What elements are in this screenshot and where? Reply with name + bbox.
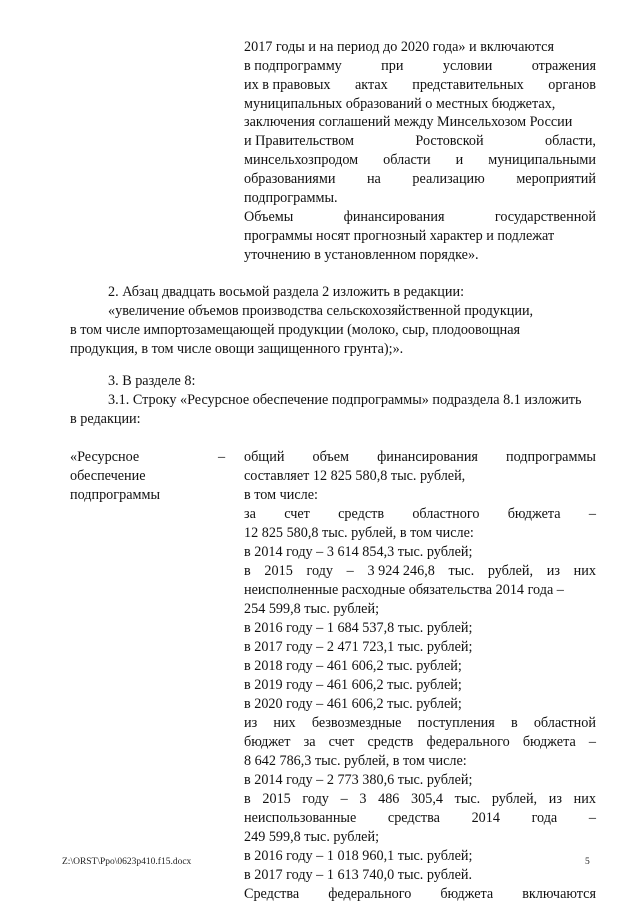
table-value-line: в 2020 году – 461 606,2 тыс. рублей; — [244, 696, 462, 712]
table-value-line: в 2017 году – 2 471 723,1 тыс. рублей; — [244, 639, 473, 655]
table-value-line: в том числе: — [244, 487, 318, 503]
table-value-line: общий объем финансирования подпрограммы — [244, 449, 596, 465]
table-dash: – — [218, 449, 226, 465]
table-value-line: 12 825 580,8 тыс. рублей, в том числе: — [244, 525, 474, 541]
table-value-line: Средства федерального бюджета включаются — [244, 886, 596, 902]
table-value-line: в 2016 году – 1 684 537,8 тыс. рублей; — [244, 620, 473, 636]
table-value-line: в 2017 году – 1 613 740,0 тыс. рублей. — [244, 867, 473, 883]
paragraph-line: «увеличение объемов производства сельскохозяйственной продукции, — [108, 303, 534, 319]
section-heading: 3. В разделе 8: — [108, 373, 196, 389]
paragraph-line: 3.1. Строку «Ресурсное обеспечение подпрограммы» подраздела 8.1 изложить — [108, 392, 582, 408]
table-value-line: в 2015 году – 3 924 246,8 тыс. рублей, из них — [244, 563, 596, 579]
table-value-line: в 2016 году – 1 018 960,1 тыс. рублей; — [244, 848, 473, 864]
table-value-line: в 2014 году – 3 614 854,3 тыс. рублей; — [244, 544, 473, 560]
table-value-line: 8 642 786,3 тыс. рублей, в том числе: — [244, 753, 467, 769]
text-line: муниципальных образований о местных бюджетах, — [244, 96, 556, 112]
table-value-line: бюджет за счет средств федерального бюджета – — [244, 734, 596, 750]
table-label: обеспечение — [70, 468, 146, 484]
table-value-line: 249 599,8 тыс. рублей; — [244, 829, 380, 845]
table-value-line: за счет средств областного бюджета – — [244, 506, 596, 522]
table-value-line: в 2018 году – 461 606,2 тыс. рублей; — [244, 658, 462, 674]
table-label: «Ресурсное — [70, 449, 140, 465]
table-value-line: из них безвозмездные поступления в областной — [244, 715, 596, 731]
section-heading: 2. Абзац двадцать восьмой раздела 2 изложить в редакции: — [108, 284, 465, 300]
text-line: и Правительством Ростовской области, — [244, 133, 596, 149]
table-value-line: 254 599,8 тыс. рублей; — [244, 601, 380, 617]
page-number: 5 — [585, 857, 590, 867]
text-line: Объемы финансирования государственной — [244, 209, 596, 225]
text-line: заключения соглашений между Минсельхозом России — [244, 114, 573, 130]
text-line: 2017 годы и на период до 2020 года» и включаются — [244, 39, 554, 55]
text-line: их в правовых актах представительных органов — [244, 77, 596, 93]
paragraph-line: в том числе импортозамещающей продукции (молоко, сыр, плодоовощная — [70, 322, 521, 338]
text-line: минсельхозпродом области и муниципальными — [244, 152, 596, 168]
footer-file-path: Z:\ORST\Ppo\0623p410.f15.docx — [62, 857, 192, 867]
text-line: программы носят прогнозный характер и подлежат — [244, 228, 555, 244]
paragraph-line: в редакции: — [70, 411, 141, 427]
paragraph-line: продукция, в том числе овощи защищенного грунта);». — [70, 341, 404, 357]
table-value-line: составляет 12 825 580,8 тыс. рублей, — [244, 468, 466, 484]
table-value-line: в 2015 году – 3 486 305,4 тыс. рублей, из них — [244, 791, 596, 807]
table-label: подпрограммы — [70, 487, 160, 503]
table-value-line: неисполненные расходные обязательства 2014 года – — [244, 582, 564, 598]
text-line: подпрограммы. — [244, 190, 338, 206]
text-line: уточнению в установленном порядке». — [244, 247, 479, 263]
text-line: образованиями на реализацию мероприятий — [244, 171, 596, 187]
table-value-line: в 2019 году – 461 606,2 тыс. рублей; — [244, 677, 462, 693]
table-value-line: в 2014 году – 2 773 380,6 тыс. рублей; — [244, 772, 473, 788]
table-value-line: неиспользованные средства 2014 года – — [244, 810, 596, 826]
text-line: в подпрограмму при условии отражения — [244, 58, 596, 74]
